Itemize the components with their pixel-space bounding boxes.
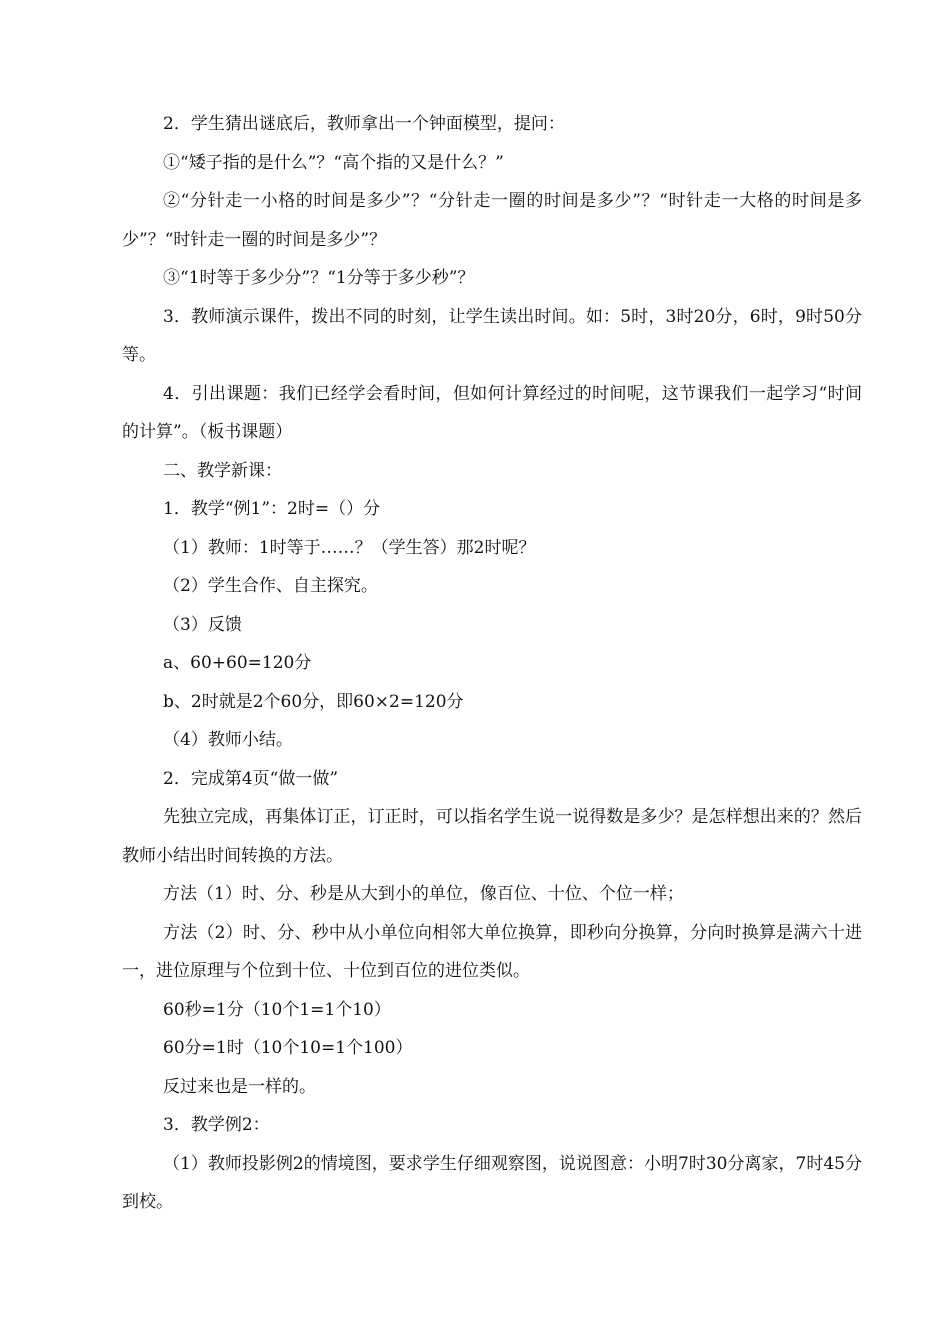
paragraph: （3）反馈 [163, 614, 242, 635]
paragraph: b、2时就是2个60分，即60×2=120分 [163, 691, 464, 712]
paragraph: 4．引出课题：我们已经学会看时间，但如何计算经过的时间呢，这节课我们一起学习“时间的计算”。（板书课题） [122, 383, 862, 442]
paragraph: 2．学生猜出谜底后，教师拿出一个钟面模型，提问： [163, 114, 565, 134]
paragraph: 60分=1时（10个10=1个100） [163, 1038, 413, 1058]
paragraph: （2）学生合作、自主探究。 [163, 576, 378, 596]
paragraph: 方法（1）时、分、秒是从大到小的单位，像百位、十位、个位一样； [163, 884, 684, 904]
paragraph: 2．完成第4页“做一做” [163, 768, 339, 789]
paragraph: ②“分针走一小格的时间是多少”？“分针走一圈的时间是多少”？“时针走一大格的时间是多少”？“时针走一圈的时间是多少”？ [122, 191, 862, 250]
paragraph: 方法（2）时、分、秒中从小单位向相邻大单位换算，即秒向分换算，分向时换算是满六十进一，进位原理与个位到十位、十位到百位的进位类似。 [122, 922, 862, 981]
paragraph: （4）教师小结。 [163, 730, 293, 750]
paragraph: （1）教师：1时等于……？（学生答）那2时呢？ [163, 537, 536, 558]
section-heading: 二、教学新课： [163, 460, 282, 481]
paragraph: 反过来也是一样的。 [163, 1076, 316, 1097]
paragraph: 1．教学“例1”：2时=（）分 [163, 499, 381, 519]
paragraph: a、60+60=120分 [163, 653, 312, 673]
paragraph: 60秒=1分（10个1=1个10） [163, 999, 391, 1020]
paragraph: ①“矮子指的是什么”？“高个指的又是什么？” [163, 152, 504, 173]
paragraph: ③“1时等于多少分”？“1分等于多少秒”？ [163, 268, 475, 288]
paragraph: 先独立完成，再集体订正，订正时，可以指名学生说一说得数是多少？是怎样想出来的？然后教师小结出时间转换的方法。 [122, 807, 862, 866]
paragraph: （1）教师投影例2的情境图，要求学生仔细观察图，说说图意：小明7时30分离家，7时45分到校。 [122, 1153, 862, 1212]
document-body [122, 105, 862, 1222]
paragraph: 3．教学例2： [163, 1115, 270, 1135]
paragraph: 3．教师演示课件，拨出不同的时刻，让学生读出时间。如：5时，3时20分，6时，9时50分等。 [122, 306, 862, 365]
